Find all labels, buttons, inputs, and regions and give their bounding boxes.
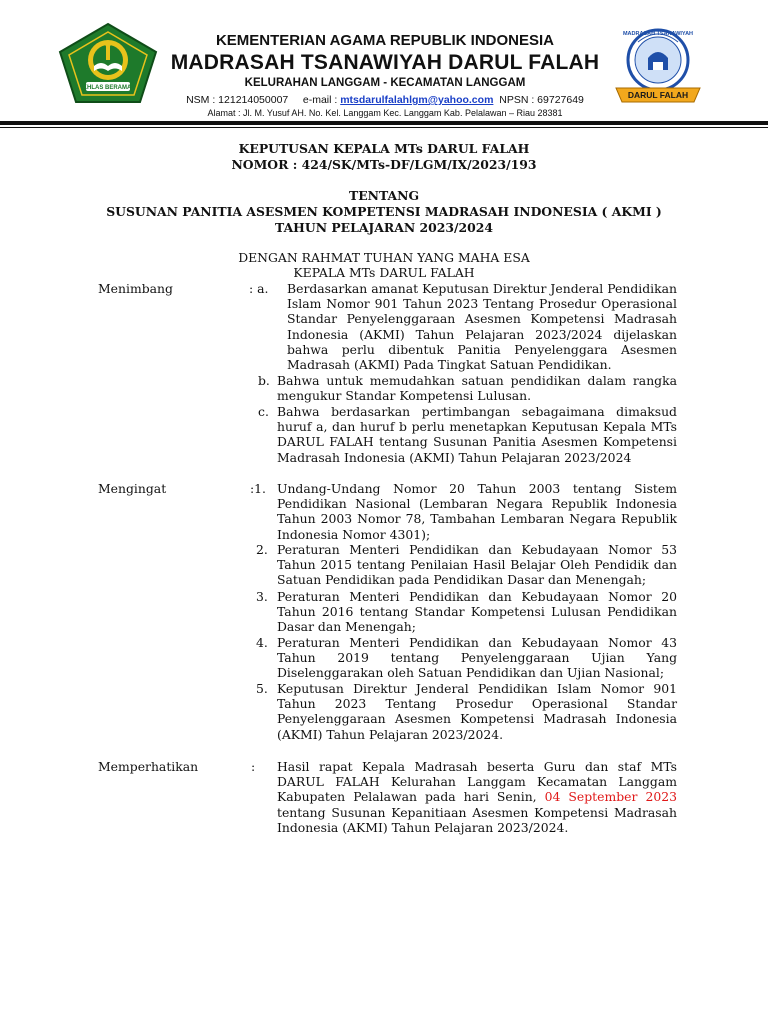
mengingat-item-4: Peraturan Menteri Pendidikan dan Kebudayaan Nomor 43 Tahun 2019 tentang Penyelenggaraan Ujian Yang Diselenggarakan oleh Satuan Pendidikan dan Ujian Nasional; (277, 635, 677, 681)
email-label: e-mail : (302, 94, 338, 106)
decree-about: TENTANG (348, 188, 420, 203)
nsm-text: NSM : 121214050007 (186, 94, 289, 106)
decree-title: KEPUTUSAN KEPALA MTs DARUL FALAH (238, 141, 530, 156)
letterhead-rule-thin (0, 127, 768, 128)
mengingat-item-5: Keputusan Direktur Jenderal Pendidikan Islam Nomor 901 Tahun 2023 Tentang Prosedur Operasional Standar Penyelenggaraan Asesmen Kompetensi Madrasah Indonesia (AKMI) Tahun Pelajaran 2023/2024. (277, 681, 677, 742)
mengingat-item-2: Peraturan Menteri Pendidikan dan Kebudayaan Nomor 53 Tahun 2015 tentang Penilaian Hasil Belajar Oleh Pendidik dan Satuan Pendidikan pada Pendidikan Dasar dan Menengah; (277, 542, 677, 588)
invocation: DENGAN RAHMAT TUHAN YANG MAHA ESA (238, 250, 530, 265)
menimbang-marker-a: : a. (249, 281, 269, 296)
letterhead-rule-thick (0, 121, 768, 125)
memperhatikan-label: Memperhatikan (98, 759, 199, 774)
memperhatikan-text (277, 759, 677, 835)
mengingat-label: Mengingat (98, 481, 167, 496)
authority: KEPALA MTs DARUL FALAH (293, 265, 475, 280)
menimbang-label: Menimbang (98, 281, 173, 296)
address-line: Alamat : Jl. M. Yusuf AH. No. Kel. Langgam Kec. Langgam Kab. Pelalawan – Riau 28381 (207, 108, 563, 118)
menimbang-item-b: Bahwa untuk memudahkan satuan pendidikan dalam rangka mengukur Standar Kompetensi Lulusan. (277, 373, 677, 404)
email-link[interactable]: mtsdarulfalahlgm@yahoo.com (340, 94, 494, 106)
identity-line (150, 94, 620, 106)
mengingat-marker-2: 2. (256, 542, 268, 557)
menimbang-item-a: Berdasarkan amanat Keputusan Direktur Jenderal Pendidikan Islam Nomor 901 Tahun 2023 Tentang Prosedur Operasional Standar Penyelenggaraan Asesmen Kompetensi Madrasah Indonesia (AKMI) Tahun Pelajaran 2023/2024 dijelaskan bahwa perlu dibentuk Panitia Penyelenggara Asesmen Madrasah (AKMI) Pada Tingkat Satuan Pendidikan. (287, 281, 677, 373)
decree-number: NOMOR : 424/SK/MTs-DF/LGM/IX/2023/193 (231, 157, 537, 172)
letterhead (0, 0, 768, 130)
logo-arc-text: MADRASAH TSANAWIYAH (622, 31, 694, 37)
memperhatikan-text-before: Hasil rapat Kepala Madrasah beserta Guru dan staf MTs DARUL FALAH Kelurahan Langgam Kecamatan Langgam Kabupaten Pelalawan pada hari Senin, (277, 759, 677, 805)
ministry-name: KEMENTERIAN AGAMA REPUBLIK INDONESIA (215, 32, 555, 49)
school-logo (608, 26, 708, 108)
npsn-text: NPSN : 69727649 (499, 94, 584, 106)
menimbang-marker-b: b. (258, 373, 270, 388)
memperhatikan-colon: : (251, 759, 256, 774)
mengingat-marker-3: 3. (256, 589, 268, 604)
decree-year: TAHUN PELAJARAN 2023/2024 (275, 220, 493, 235)
mengingat-marker-1: :1. (250, 481, 266, 496)
district-line: KELURAHAN LANGGAM - KECAMATAN LANGGAM (244, 77, 526, 89)
meeting-date: 04 September 2023 (544, 789, 677, 805)
mengingat-item-1: Undang-Undang Nomor 20 Tahun 2003 tentang Sistem Pendidikan Nasional (Lembaran Negara Republik Indonesia Tahun 2003 Nomor 78, Tambahan Lembaran Negara Republik Indonesia Nomor 4301); (277, 481, 677, 542)
mengingat-marker-4: 4. (256, 635, 268, 650)
menimbang-item-c: Bahwa berdasarkan pertimbangan sebagaimana dimaksud huruf a, dan huruf b perlu menetapkan Keputusan Kepala MTs DARUL FALAH tentang Susunan Panitia Asesmen Kompetensi Madrasah Indonesia (AKMI) Tahun Pelajaran 2023/2024 (277, 404, 677, 465)
mengingat-item-3: Peraturan Menteri Pendidikan dan Kebudayaan Nomor 20 Tahun 2016 tentang Standar Kompetensi Lulusan Pendidikan Dasar dan Menengah; (277, 589, 677, 635)
memperhatikan-text-after: tentang Susunan Kepanitiaan Asesmen Kompetensi Madrasah Indonesia (AKMI) Tahun Pelajaran 2023/2024. (277, 804, 677, 835)
decree-subject: SUSUNAN PANITIA ASESMEN KOMPETENSI MADRASAH INDONESIA ( AKMI ) (106, 204, 662, 219)
logo-banner-text: DARUL FALAH (627, 90, 689, 100)
menimbang-marker-c: c. (258, 404, 269, 419)
mengingat-marker-5: 5. (256, 681, 268, 696)
kemenag-logo (58, 22, 158, 104)
logo-motto-text: IKHLAS BERAMAL (81, 85, 135, 91)
school-name: MADRASAH TSANAWIYAH DARUL FALAH (170, 51, 600, 74)
